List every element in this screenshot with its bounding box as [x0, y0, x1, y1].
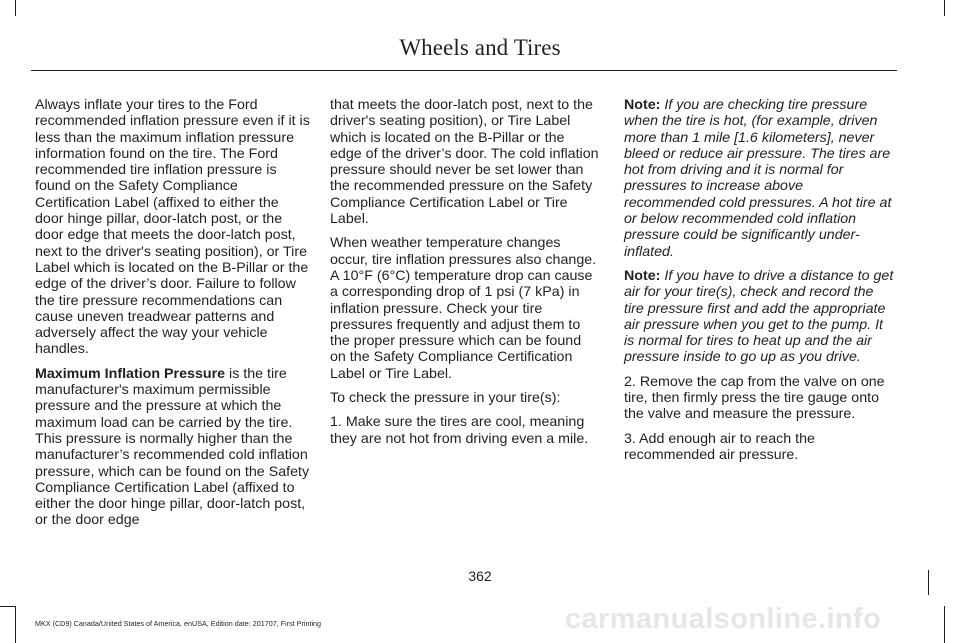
- term-max-inflation-pressure: Maximum Inflation Pressure: [35, 365, 226, 382]
- step-2: 2. Remove the cap from the valve on one tire, then firmly press the tire gauge onto the valve and measure the pressure.: [624, 373, 885, 423]
- header-rule: [31, 70, 897, 71]
- crop-mark-bottom-left: [15, 606, 16, 643]
- page-number: 362: [468, 568, 492, 584]
- note-drive-distance: [624, 268, 896, 366]
- text-column-1: [35, 97, 311, 537]
- crop-mark-top-left: [15, 0, 16, 16]
- paragraph-inflate-tires: Always inflate your tires to the Ford recommended inflation pressure even if it is less than the maximum inflation pressure information found on the tire. The Ford recommended tire inflation pressure is found on the Safety Compliance Certification Label (affixed to either the door hinge pillar, door-latch post, or the door edge that meets the door-latch post, next to the driver's seating position), or Tire Label which is located on the B-Pillar or the edge of the driver’s door. Failure to follow the tire pressure recommendations can cause uneven treadwear patterns and adversely affect the way your vehicle handles.: [35, 97, 310, 358]
- crop-mark-bottom-right: [944, 606, 945, 643]
- page-title: Wheels and Tires: [399, 35, 561, 60]
- note-hot-tire: [624, 97, 896, 260]
- text-column-2: [330, 97, 600, 455]
- max-inflation-text: is the tire manufacturer's maximum permissible pressure and the pressure at which the maximum load can be carried by the tire. This pressure is normally higher than the manufacturer’s recommended cold inflation pressure, which can be found on the Safety Compliance Certification Label (affixed to either the door hinge pillar, door-latch post, or the door edge: [35, 365, 310, 529]
- paragraph-weather-temperature: When weather temperature changes occur, tire inflation pressures also change. A 10°F (6°C) temperature drop can cause a corresponding drop of 1 psi (7 kPa) in inflation pressure. Check your tire pressures frequently and adjust them to the proper pressure which can be found on the Safety Compliance Certification Label or Tire Label.: [330, 235, 597, 382]
- paragraph-max-inflation: [35, 366, 311, 529]
- note-label: Note:: [624, 97, 661, 113]
- note-drive-distance-text: If you have to drive a distance to get air for your tire(s), check and record the tire pressure first and add the appropriate air pressure when you get to the pump. It is normal for tires to heat up and the air pressure inside to go up as you drive.: [624, 267, 894, 366]
- note-hot-tire-text: If you are checking tire pressure when the tire is hot, (for example, driven more than 1 mile [1.6 kilometers], never bleed or reduce air pressure. The tires are hot from driving and it is normal for pressures to increase above recommended cold pressures. A hot tire at or below recommended cold inflation pressure could be significantly under-inflated.: [624, 97, 892, 260]
- watermark: carmanualsonline.info: [565, 603, 882, 635]
- note-label: Note:: [624, 267, 661, 284]
- step-1: 1. Make sure the tires are cool, meaning they are not hot from driving even a mile.: [330, 414, 589, 447]
- paragraph-check-pressure-intro: To check the pressure in your tire(s):: [330, 390, 561, 407]
- text-column-3: [624, 97, 896, 471]
- crop-mark-top-right: [944, 0, 945, 16]
- paragraph-door-latch: that meets the door-latch post, next to the driver's seating position), or Tire Label which is located on the B-Pillar or the edge of the driver’s door. The cold inflation pressure should never be set lower than the recommended pressure on the Safety Compliance Certification Label or Tire Label.: [330, 97, 599, 228]
- edition-info: MKX (CD9) Canada/United States of America, enUSA, Edition date: 201707, First Printing: [35, 619, 322, 628]
- crop-mark-bottom-left-h: [0, 606, 15, 607]
- step-3: 3. Add enough air to reach the recommended air pressure.: [624, 430, 815, 463]
